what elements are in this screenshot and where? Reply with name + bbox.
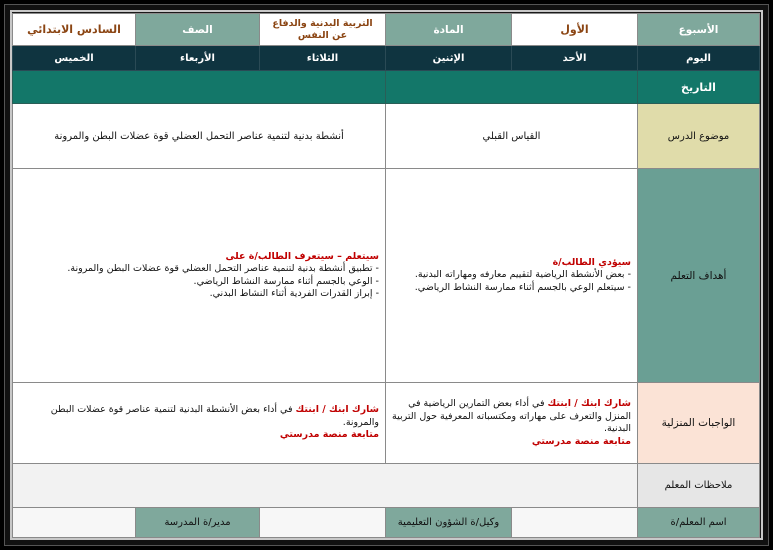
homework-label: الواجبات المنزلية (638, 383, 760, 464)
principal-label: مدير/ة المدرسة (136, 508, 260, 538)
grade-value[interactable]: السادس الابتدائي (13, 14, 136, 46)
teacher-name-label: اسم المعلم/ة (638, 508, 760, 538)
topic-label: موضوع الدرس (638, 104, 760, 169)
homework-lesson1-lead: شارك ابنك / ابنتك (547, 398, 631, 409)
homework-lesson1-body: في أداء بعض التمارين الرياضية في المنزل والتعرف على مهاراته ومكتسباته المعرفية حول التربية البدنية. (392, 398, 631, 434)
days-row (13, 46, 760, 71)
grade-label: الصف (136, 14, 260, 46)
signatures-row (13, 508, 760, 538)
subject-label: المادة (386, 14, 512, 46)
day-label: اليوم (638, 46, 760, 71)
date-value-lesson1[interactable] (386, 71, 638, 104)
week-label: الأسبوع (638, 14, 760, 46)
day-monday: الإثنين (386, 46, 512, 71)
objectives-lesson2-line: - إبراز القدرات الفردية أثناء النشاط البدني. (209, 288, 379, 299)
homework-lesson2-body: في أداء بعض الأنشطة البدنية لتنمية عناصر قوة عضلات البطن والمرونة. (50, 404, 379, 428)
principal-value[interactable] (13, 508, 136, 538)
day-wednesday: الأربعاء (136, 46, 260, 71)
teacher-name-value[interactable] (512, 508, 638, 538)
subject-value[interactable]: التربية البدنية والدفاع عن النفس (260, 14, 386, 46)
day-thursday: الخميس (13, 46, 136, 71)
day-sunday: الأحد (512, 46, 638, 71)
notes-row (13, 464, 760, 508)
homework-lesson2[interactable] (13, 383, 386, 464)
objectives-lesson2-line: - الوعي بالجسم أثناء ممارسة النشاط الرياضي. (193, 275, 379, 287)
homework-row (13, 383, 760, 464)
notes-label: ملاحظات المعلم (638, 464, 760, 508)
objectives-lesson1-heading: سيؤدي الطالب/ة (552, 256, 631, 268)
lesson-plan-sheet (13, 13, 760, 537)
day-tuesday: الثلاثاء (260, 46, 386, 71)
topic-lesson2[interactable]: أنشطة بدنية لتنمية عناصر التحمل العضلي قوة عضلات البطن والمرونة (13, 104, 386, 169)
homework-lesson1-text (392, 398, 631, 436)
lesson-plan-table (12, 13, 760, 538)
objectives-lesson2-heading: سيتعلم – سيتعرف الطالب/ة على (225, 250, 379, 262)
homework-lesson2-followup: متابعة منصة مدرستي (279, 429, 379, 441)
objectives-lesson2-line: - تطبيق أنشطة بدنية لتنمية عناصر التحمل العضلي قوة عضلات البطن والمرونة. (67, 263, 379, 274)
objectives-lesson1-line: - بعض الأنشطة الرياضية لتقييم معارفه ومهاراته البدنية. (414, 269, 631, 281)
homework-lesson1-followup: متابعة منصة مدرستي (531, 435, 631, 447)
objectives-label: أهداف التعلم (638, 169, 760, 383)
objectives-lesson1[interactable] (386, 169, 638, 383)
deputy-label: وكيل/ة الشؤون التعليمية (386, 508, 512, 538)
date-label: التاريخ (638, 71, 760, 104)
deputy-value[interactable] (260, 508, 386, 538)
header-row (13, 14, 760, 46)
date-value-lesson2[interactable] (13, 71, 386, 104)
objectives-row (13, 169, 760, 383)
date-row (13, 71, 760, 104)
topic-row (13, 104, 760, 169)
homework-lesson2-text (19, 404, 379, 429)
objectives-lesson2[interactable] (13, 169, 386, 383)
objectives-lesson1-line: - سيتعلم الوعي بالجسم أثناء ممارسة النشاط الرياضي. (414, 281, 631, 293)
homework-lesson2-lead: شارك ابنك / ابنتك (295, 404, 379, 416)
week-value[interactable]: الأول (512, 14, 638, 46)
topic-lesson1[interactable]: القياس القبلي (386, 104, 638, 169)
notes-value[interactable] (13, 464, 638, 508)
homework-lesson1[interactable] (386, 383, 638, 464)
